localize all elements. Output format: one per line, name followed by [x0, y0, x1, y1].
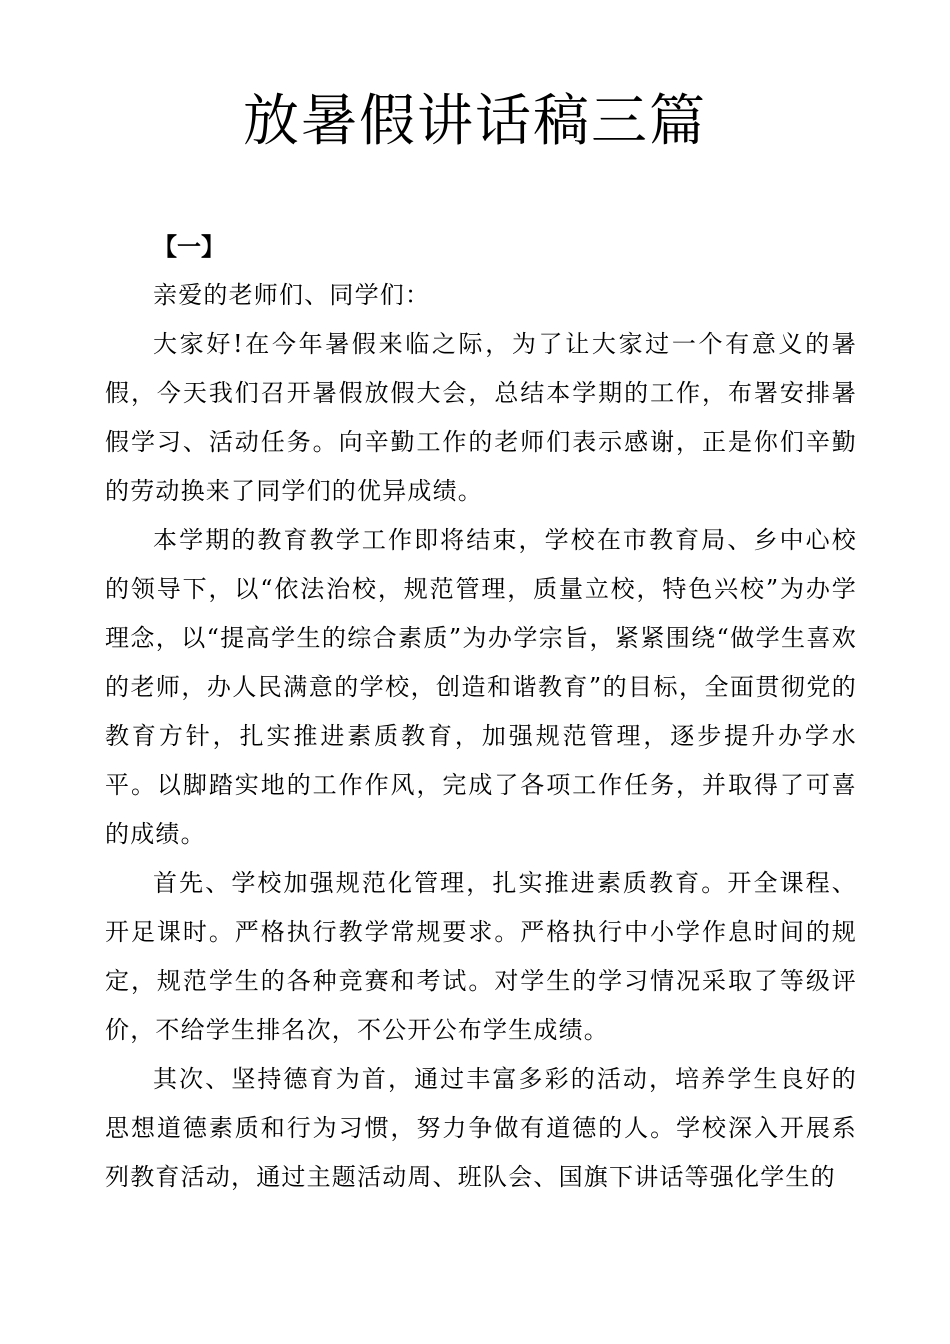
paragraph: 其次、坚持德育为首，通过丰富多彩的活动，培养学生良好的思想道德素质和行为习惯，努力争做有道德的人。学校深入开展系列教育活动，通过主题活动周、班队会、国旗下讲话等强化学生的: [105, 1065, 857, 1191]
document-body: [105, 222, 857, 1202]
paragraph: 首先、学校加强规范化管理，扎实推进素质教育。开全课程、开足课时。严格执行教学常规要求。严格执行中小学作息时间的规定，规范学生的各种竞赛和考试。对学生的学习情况采取了等级评价，不给学生排名次，不公开公布学生成绩。: [105, 869, 857, 1044]
paragraph: 本学期的教育教学工作即将结束，学校在市教育局、乡中心校的领导下，以“依法治校，规范管理，质量立校，特色兴校”为办学理念，以“提高学生的综合素质”为办学宗旨，紧紧围绕“做学生喜欢的老师，办人民满意的学校，创造和谐教育”的目标，全面贯彻党的教育方针，扎实推进素质教育，加强规范管理，逐步提升办学水平。以脚踏实地的工作作风，完成了各项工作任务，并取得了可喜的成绩。: [105, 526, 857, 848]
section-marker: 【一】: [153, 232, 225, 261]
page-title: 放暑假讲话稿三篇: [243, 89, 707, 154]
paragraph: 大家好!在今年暑假来临之际，为了让大家过一个有意义的暑假，今天我们召开暑假放假大会，总结本学期的工作，布署安排暑假学习、活动任务。向辛勤工作的老师们表示感谢，正是你们辛勤的劳动换来了同学们的优异成绩。: [105, 330, 857, 505]
salutation: 亲爱的老师们、同学们：: [153, 281, 431, 309]
